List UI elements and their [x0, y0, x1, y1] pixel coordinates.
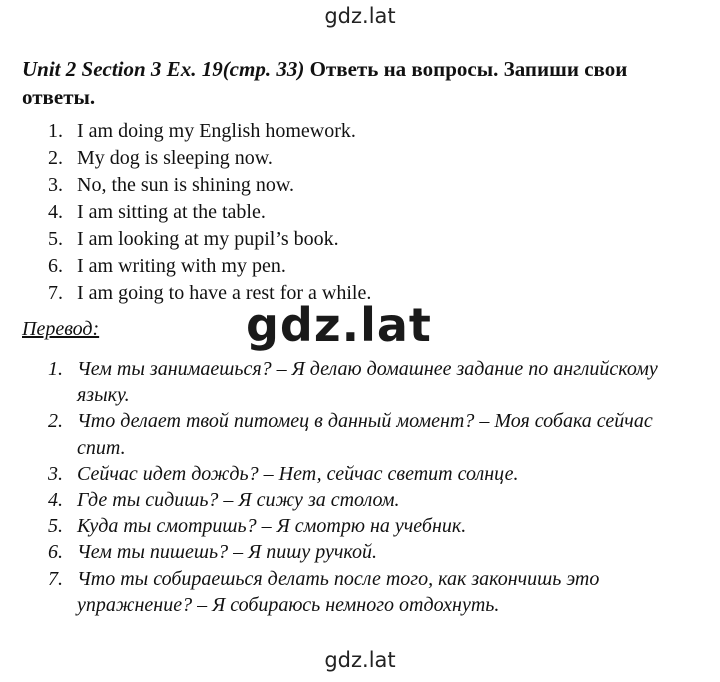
answer-item: [48, 145, 371, 172]
watermark-middle: gdz.lat: [246, 298, 432, 352]
answer-item: [48, 226, 371, 253]
translation-list: [48, 356, 668, 618]
translation-number: 2.: [48, 410, 63, 433]
translation-item: [48, 408, 668, 460]
watermark-bottom: gdz.lat: [324, 648, 396, 672]
answer-number: 4.: [48, 201, 63, 223]
translation-text: Где ты сидишь? – Я сижу за столом.: [77, 489, 400, 512]
answer-text: No, the sun is shining now.: [77, 174, 295, 196]
translation-number: 5.: [48, 515, 63, 538]
answer-text: My dog is sleeping now.: [77, 147, 273, 169]
translation-number: 3.: [48, 462, 63, 485]
exercise-reference: Unit 2 Section 3 Ex. 19(стр. 33): [22, 57, 305, 81]
exercise-heading: [22, 55, 682, 111]
translation-text: Что ты собираешься делать после того, как закончишь это упражнение? – Я собираюсь немного отдохнуть.: [77, 567, 600, 616]
translation-item: [48, 356, 668, 408]
translation-item: [48, 539, 668, 565]
translation-text: Сейчас идет дождь? – Нет, сейчас светит солнце.: [77, 462, 519, 485]
answer-text: I am doing my English homework.: [77, 120, 356, 142]
translation-label: Перевод:: [22, 318, 100, 340]
answer-item: [48, 253, 371, 280]
translation-text: Чем ты пишешь? – Я пишу ручкой.: [77, 541, 377, 564]
answer-number: 1.: [48, 120, 63, 142]
translation-text: Что делает твой питомец в данный момент? – Моя собака сейчас спит.: [77, 410, 653, 459]
watermark-top: gdz.lat: [324, 4, 396, 28]
translation-item: [48, 487, 668, 513]
answer-number: 7.: [48, 282, 63, 304]
answer-item: [48, 199, 371, 226]
translation-text: Чем ты занимаешься? – Я делаю домашнее задание по английскому языку.: [77, 358, 658, 407]
translation-text: Куда ты смотришь? – Я смотрю на учебник.: [77, 515, 467, 538]
answer-text: I am sitting at the table.: [77, 201, 266, 223]
answer-text: I am going to have a rest for a while.: [77, 282, 372, 304]
exercise-instruction: Ответь на вопросы. Запиши свои ответы.: [22, 57, 628, 109]
answer-number: 3.: [48, 174, 63, 196]
translation-item: [48, 566, 668, 618]
translation-number: 6.: [48, 541, 63, 564]
translation-number: 7.: [48, 567, 63, 590]
answers-list: [48, 118, 371, 307]
answer-text: I am writing with my pen.: [77, 255, 286, 277]
answer-text: I am looking at my pupil’s book.: [77, 228, 339, 250]
answer-number: 6.: [48, 255, 63, 277]
answer-number: 5.: [48, 228, 63, 250]
answer-item: [48, 172, 371, 199]
answer-number: 2.: [48, 147, 63, 169]
answer-item: [48, 118, 371, 145]
translation-item: [48, 461, 668, 487]
translation-item: [48, 513, 668, 539]
translation-number: 1.: [48, 358, 63, 380]
translation-number: 4.: [48, 489, 63, 512]
